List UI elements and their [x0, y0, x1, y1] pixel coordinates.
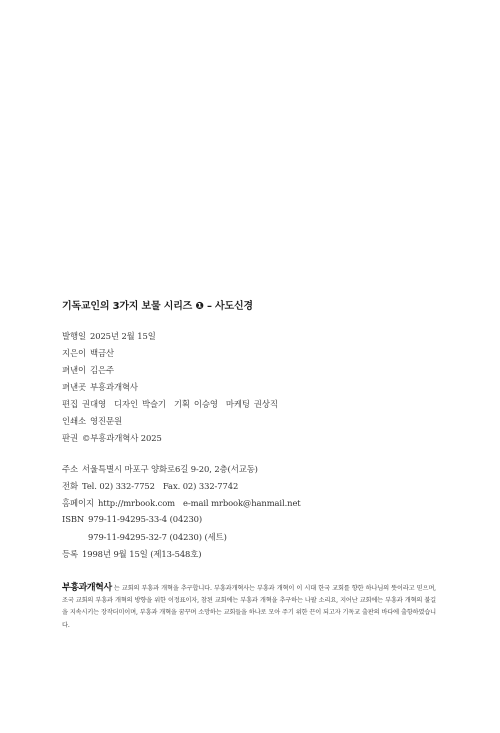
web-line [62, 497, 301, 509]
address-label: 주소 [62, 464, 78, 474]
planning-label: 기획 [173, 399, 190, 409]
author-value: 백금산 [89, 348, 114, 358]
design-label: 디자인 [113, 399, 138, 409]
publisher-person-label: 펴낸이 [62, 365, 86, 375]
phone-label: 전화 [62, 481, 78, 491]
registration-line [62, 548, 201, 560]
publication-date-value: 2025년 2월 15일 [89, 331, 156, 341]
isbn-label: ISBN [62, 514, 85, 524]
printer-line [62, 415, 122, 427]
registration-label: 등록 [62, 549, 78, 559]
copyright-label: 판권 [62, 433, 78, 443]
phone-tel: Tel. 02) 332-7752 [81, 481, 155, 491]
copyright-line [62, 432, 162, 444]
staff-line [62, 398, 278, 410]
publisher-person-value: 김은주 [89, 365, 114, 375]
author-line [62, 347, 114, 359]
publishing-house-value: 부흥과개혁사 [89, 382, 138, 392]
editor-value: 권대영 [81, 399, 106, 409]
design-value: 박슬기 [141, 399, 166, 409]
copyright-value: ©부흥과개혁사 2025 [81, 433, 162, 443]
address-value: 서울특별시 마포구 양화로6길 9-20, 2층(서교동) [81, 464, 258, 474]
marketing-value: 권상직 [253, 399, 278, 409]
publication-date-label: 발행일 [62, 331, 86, 341]
publisher-statement [62, 582, 436, 632]
email-link[interactable]: e-mail mrbook@hanmail.net [183, 498, 301, 508]
address-line [62, 463, 258, 475]
planning-value: 이승영 [193, 399, 218, 409]
publication-date [62, 330, 156, 342]
website-link[interactable]: http://mrbook.com [97, 498, 176, 508]
phone-fax: Fax. 02) 332-7742 [162, 481, 239, 491]
series-title: 기독교인의 3가지 보물 시리즈 ❶ – 사도신경 [62, 301, 253, 312]
printer-label: 인쇄소 [62, 416, 86, 426]
publisher-logo: 부흥과개혁사 [62, 583, 112, 593]
marketing-label: 마케팅 [225, 399, 250, 409]
web-label: 홈페이지 [62, 498, 94, 508]
isbn-second: 979-11-94295-32-7 (04230) (세트) [88, 532, 227, 542]
isbn-line [62, 514, 202, 524]
isbn-first: 979-11-94295-33-4 (04230) [88, 514, 203, 524]
publishing-house-label: 펴낸곳 [62, 382, 86, 392]
publisher-statement-text: 는 교회의 부흥과 개혁을 추구합니다. 부흥과개혁사는 부흥과 개혁이 이 시대 한국 교회를 향한 하나님의 뜻이라고 믿으며, 조국 교회의 부흥과 개혁의 방향을 위한 이정표이자, 참된 교회에는 부흥과 개혁을 추구하는 나팔 소리요, 지어난 교회에는 부흥과 개혁의 불길을 지속시키는 장작더미이며, 부흥과 개혁을 꿈꾸며 소망하는 교회들을 하나로 모아 주기 위한 끈이 되고자 기독교 출판의 바다에 출항하였습니다. [62, 585, 436, 629]
publisher-person-line [62, 364, 114, 376]
printer-value: 영진문원 [89, 416, 122, 426]
isbn-second-line [88, 531, 227, 543]
publishing-house-line [62, 381, 138, 393]
registration-value: 1998년 9월 15일 (제13-548호) [81, 549, 202, 559]
phone-line [62, 480, 238, 492]
author-label: 지은이 [62, 348, 86, 358]
editor-label: 편집 [62, 399, 78, 409]
